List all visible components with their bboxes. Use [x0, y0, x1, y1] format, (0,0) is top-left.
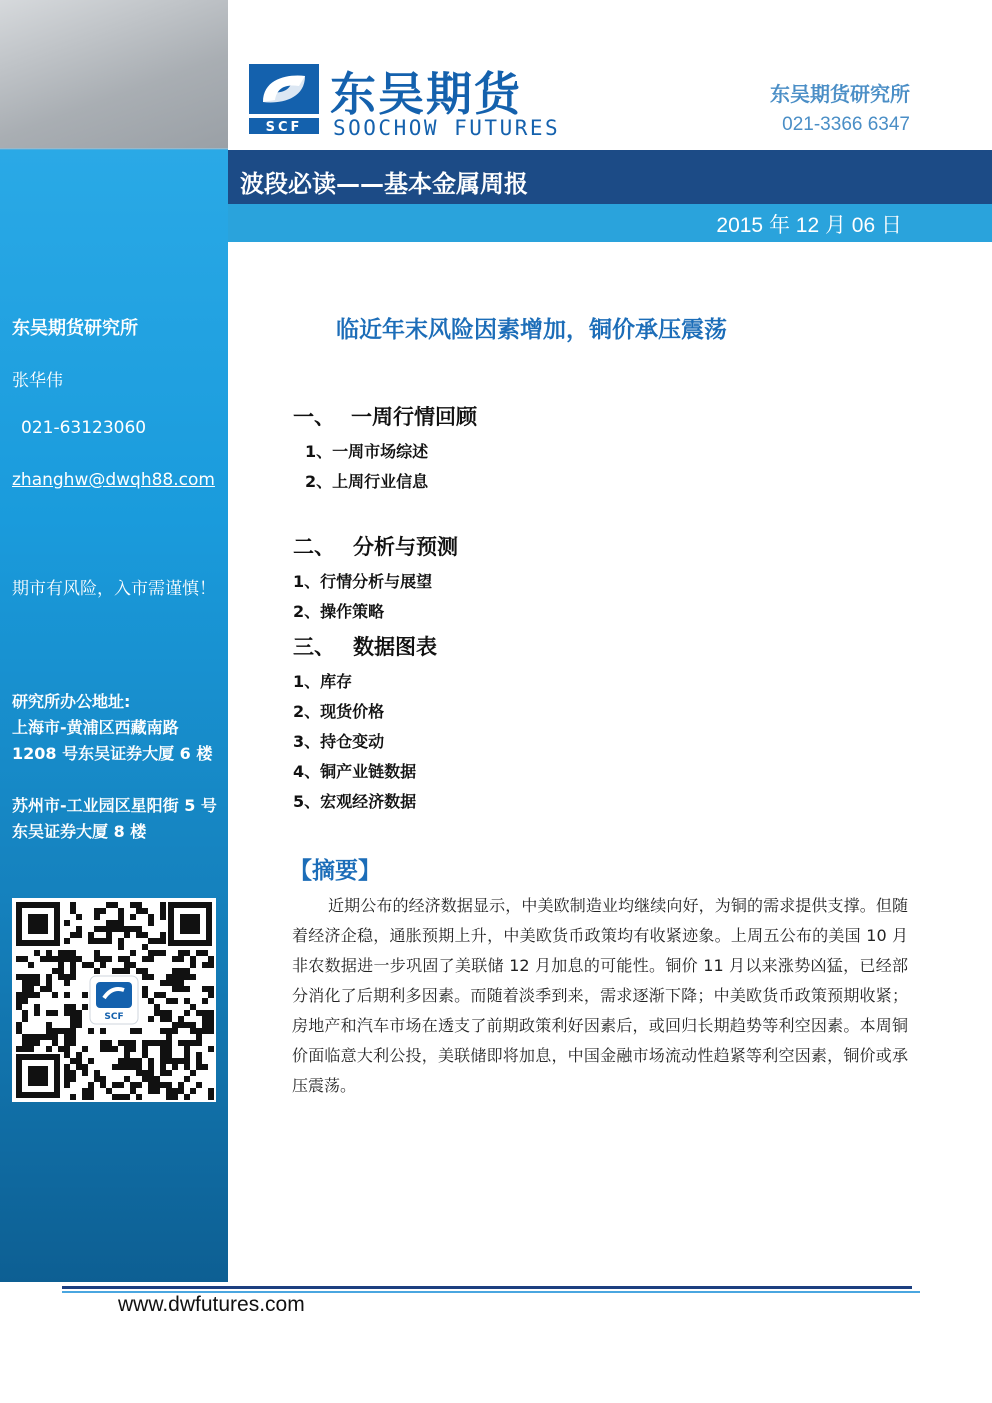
- title-bar: [228, 150, 992, 204]
- toc-item: 2、现货价格: [293, 702, 385, 721]
- address-suzhou: 苏州市-工业园区星阳街 5 号东吴证券大厦 8 楼: [12, 796, 217, 841]
- abstract-label: 【摘要】: [289, 858, 381, 884]
- toc-item: 4、铜产业链数据: [293, 762, 417, 781]
- address-label: 研究所办公地址:: [12, 692, 131, 711]
- toc-item: 2、操作策略: [293, 602, 385, 621]
- qr-center-logo: [90, 976, 138, 1024]
- toc-item: 1、库存: [293, 672, 353, 691]
- footer-website-link[interactable]: www.dwfutures.com: [118, 1293, 305, 1316]
- toc-item: 5、宏观经济数据: [293, 792, 417, 811]
- report-date: 2015 年 12 月 06 日: [716, 214, 902, 237]
- toc-section-1: [293, 401, 477, 431]
- qr-code-graphic: [12, 898, 216, 1102]
- sidebar-org: 东吴期货研究所: [12, 318, 138, 339]
- address-shanghai: 上海市-黄浦区西藏南路 1208 号东吴证券大厦 6 楼: [12, 718, 213, 763]
- footer-divider: [62, 1286, 912, 1289]
- header-phone: 021-3366 6347: [782, 114, 910, 135]
- risk-warning: 期市有风险，入市需谨慎！: [12, 579, 216, 599]
- toc-section-title: 一周行情回顾: [351, 405, 477, 429]
- report-title: 波段必读——基本金属周报: [240, 170, 528, 198]
- toc-item: 1、一周市场综述: [305, 442, 429, 461]
- analyst-email-link[interactable]: zhanghw@dwqh88.com: [12, 470, 215, 490]
- toc-item: 1、行情分析与展望: [293, 572, 433, 591]
- toc-item: 3、持仓变动: [293, 732, 385, 751]
- company-name-cn: 东吴期货: [330, 67, 522, 121]
- sidebar-top-panel: [0, 0, 228, 148]
- toc-section-2: [293, 531, 458, 561]
- company-logo-icon: [249, 64, 319, 134]
- headline: 临近年末风险因素增加，铜价承压震荡: [336, 317, 727, 343]
- toc-section-number: 一、: [293, 405, 335, 429]
- analyst-phone: 021-63123060: [21, 418, 147, 438]
- header-org: 东吴期货研究所: [770, 82, 910, 106]
- svg-text:SCF: SCF: [265, 120, 303, 134]
- toc-section-number: 二、: [293, 535, 335, 559]
- analyst-name: 张华伟: [12, 371, 63, 391]
- sidebar: [0, 0, 228, 1282]
- toc-section-3: [293, 631, 437, 661]
- company-name-en: SOOCHOW FUTURES: [333, 116, 561, 140]
- toc-section-title: 数据图表: [353, 635, 437, 659]
- qr-code: [12, 898, 216, 1102]
- toc-item: 2、上周行业信息: [305, 472, 429, 491]
- date-bar: [228, 204, 992, 242]
- toc-section-title: 分析与预测: [353, 535, 458, 559]
- svg-text:SCF: SCF: [104, 1012, 124, 1022]
- abstract-text: 近期公布的经济数据显示，中美欧制造业均继续向好，为铜的需求提供支撑。但随着经济企稳，通胀预期上升，中美欧货币政策均有收紧迹象。上周五公布的美国 10 月非农数据进一步巩固了美联储 12 月加息的可能性。铜价 11 月以来涨势凶猛，已经部分消化了后期利多因素。而随着淡季到来，需求逐渐下降；中美欧货币政策预期收紧；房地产和汽车市场在透支了前期政策利好因素后，或回归长期趋势等利空因素。本周铜价面临意大利公投，美联储即将加息，中国金融市场流动性趋紧等利空因素，铜价或承压震荡。: [292, 896, 908, 1095]
- toc-section-number: 三、: [293, 635, 335, 659]
